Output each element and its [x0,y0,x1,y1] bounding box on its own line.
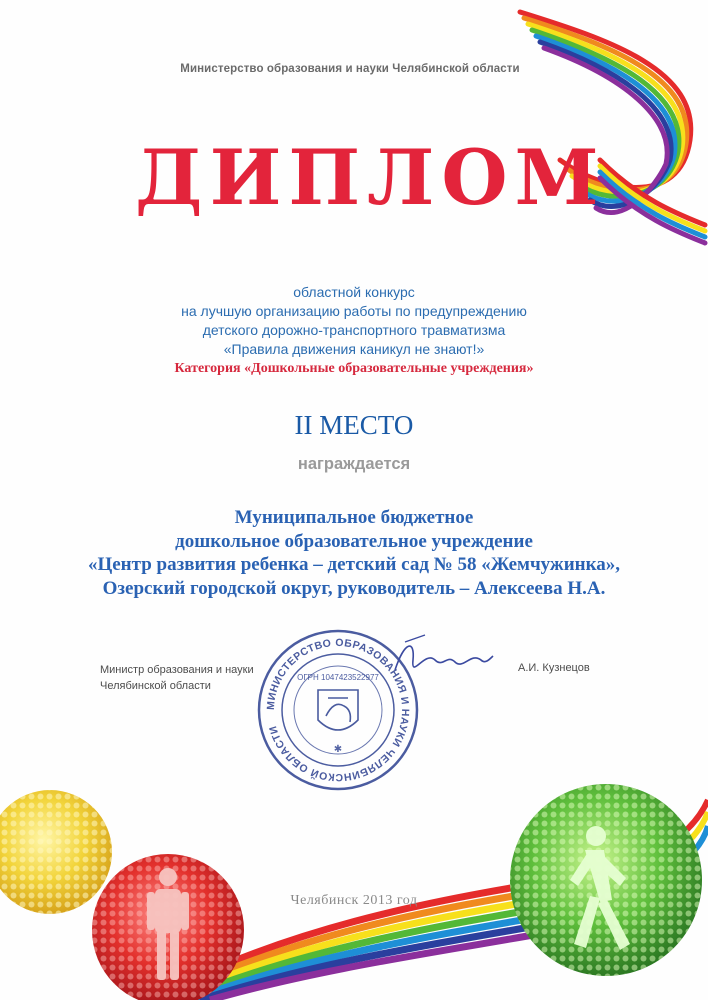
contest-category: Категория «Дошкольные образовательные учреждения» [174,361,534,376]
recipient-line-1: Муниципальное бюджетное [234,507,474,528]
seal-ring-text: МИНИСТЕРСТВО ОБРАЗОВАНИЯ И НАУКИ ЧЕЛЯБИНСКОЙ ОБЛАСТИ [264,636,412,784]
recipient-block [0,506,708,600]
coat-of-arms-icon [318,690,358,730]
red-traffic-light [92,854,244,1000]
diploma-title: ДИПЛОМ [135,133,606,222]
contest-line-3: детского дорожно-транспортного травматизма [202,322,506,338]
contest-description [0,283,708,378]
city-year: Челябинск 2013 год [290,893,418,908]
seal-ogrn: ОГРН 1047423522977 [297,673,379,682]
ministry-header: Министерство образования и науки Челябинской области [180,63,520,75]
signatory-title [100,662,254,694]
contest-line-2: на лучшую организацию работы по предупреждению [181,303,527,319]
recipient-line-2: дошкольное образовательное учреждение [175,530,533,552]
recipient-line-4: Озерский городской округ, руководитель – Алексеева Н.А. [102,577,606,599]
contest-line-4: «Правила движения каникул не знают!» [223,341,485,357]
recipient-line-3: «Центр развития ребенка – детский сад № 58 «Жемчужинка», [87,554,621,575]
signatory-title-line-2: Челябинской области [100,680,211,692]
signatory-name: А.И. Кузнецов [518,662,590,674]
seal-star-icon: ✱ [333,744,343,755]
green-traffic-light [510,784,702,976]
place-award: II МЕСТО [294,410,414,440]
contest-line-1: областной конкурс [293,284,415,300]
signature [385,630,495,690]
signatory-title-line-1: Министр образования и науки [100,664,254,676]
awarded-label: награждается [297,455,411,473]
